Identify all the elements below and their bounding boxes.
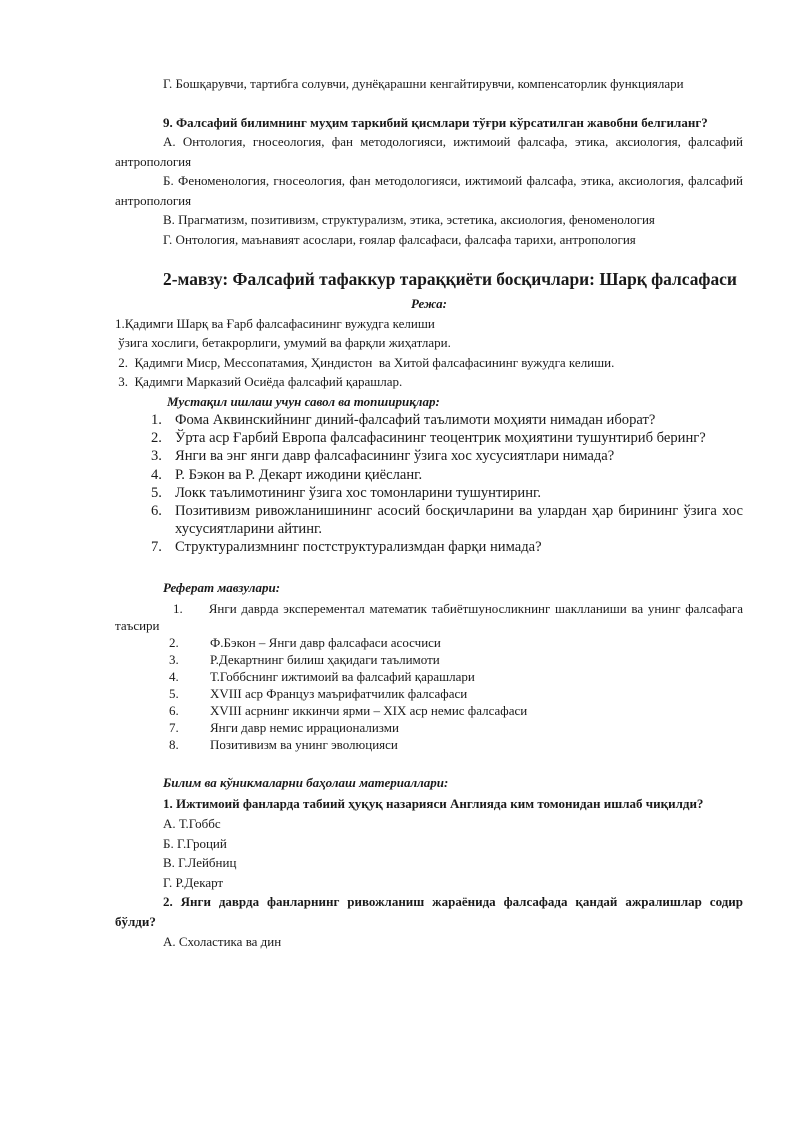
referat-item-first xyxy=(115,600,743,634)
list-item-text: Позитивизм ва унинг эволюцияси xyxy=(210,737,398,753)
list-number: 6. xyxy=(151,503,162,520)
list-number: 2. xyxy=(151,430,162,447)
list-number: 5. xyxy=(151,484,162,501)
list-item-text: Фома Аквинскийнинг диний-фалсафий таълимоти моҳияти нимадан иборат? xyxy=(175,412,656,428)
list-item-text: Янги давр немис иррационализми xyxy=(210,720,399,736)
plan-item: 2. Қадимги Миср, Мессопатамия, Ҳиндистон ва Хитой фалсафасининг вужудга келиши. xyxy=(115,354,615,370)
assessment-q2-option-a: А. Схоластика ва дин xyxy=(163,934,282,950)
referat-heading: Реферат мавзулари: xyxy=(163,579,281,595)
list-number: 3. xyxy=(151,448,162,465)
list-number: 7. xyxy=(151,539,162,556)
list-number: 3. xyxy=(169,652,179,668)
plan-item: 3. Қадимги Марказий Осиёда фалсафий қарашлар. xyxy=(115,374,403,389)
list-item-text: Янги даврда эксперементал математик табиётшуносликнинг шаклланиши ва унинг фалсафага таъсири xyxy=(115,601,743,634)
list-item-text: XVIII аср Француз маърифатчилик фалсафаси xyxy=(210,686,468,702)
list-item xyxy=(115,719,743,736)
assessment-q1-option-a: А. Т.Гоббс xyxy=(163,816,221,832)
list-item-text: XVIII асрнинг иккинчи ярми – XIX аср немис фалсафаси xyxy=(210,703,528,719)
list-item xyxy=(115,484,743,502)
question-9-option-a: А. Онтология, гносеология, фан методологияси, ижтимоий фалсафа, этика, аксиология, фалсафий антропология xyxy=(115,134,743,169)
plan-item: ўзига хослиги, бетакрорлиги, умумий ва фарқли жиҳатлари. xyxy=(115,335,451,350)
referat-list xyxy=(115,634,743,753)
list-item-text: Р. Бэкон ва Р. Декарт ижодини қиёсланг. xyxy=(175,466,423,483)
list-item xyxy=(115,668,743,685)
list-item-text: Ф.Бэкон – Янги давр фалсафаси асосчиси xyxy=(210,635,441,651)
assessment-heading: Билим ва кўникмаларни баҳолаш материаллари: xyxy=(163,775,449,791)
list-item xyxy=(115,411,743,429)
list-item xyxy=(115,651,743,668)
option-g-text: Г. Бошқарувчи, тартибга солувчи, дунёқарашни кенгайтирувчи, компенсаторлик функциялари xyxy=(163,76,684,91)
assessment-q1-option-g: Г. Р.Декарт xyxy=(163,874,224,890)
topic-title: 2-мавзу: Фалсафий тафаккур тараққиёти босқичлари: Шарқ фалсафаси xyxy=(163,269,737,289)
list-item xyxy=(115,447,743,465)
question-9-option-b: Б. Феноменология, гносеология, фан методологияси, ижтимоий фалсафа, этика, аксиология, фалсафий антропология xyxy=(115,173,743,208)
list-item-text: Позитивизм ривожланишининг асосий босқичларини ва улардан ҳар бирининг ўзига хос хусусиятларини айтинг. xyxy=(175,503,743,538)
document-page xyxy=(115,0,743,952)
list-item-text: Структурализмнинг постструктурализмдан фарқи нимада? xyxy=(175,539,542,556)
list-item xyxy=(115,685,743,702)
tasks-heading: Мустақил ишлаш учун савол ва топшириқлар: xyxy=(167,393,440,409)
plan-list xyxy=(115,314,743,392)
list-item-text: Локк таълимотининг ўзига хос томонларини тушунтиринг. xyxy=(175,484,542,501)
list-item-text: Р.Декартнинг билиш ҳақидаги таълимоти xyxy=(210,652,440,668)
list-number: 2. xyxy=(169,635,179,651)
list-number: 4. xyxy=(169,669,179,685)
list-item-text: Т.Гоббснинг ижтимоий ва фалсафий қарашлари xyxy=(210,669,475,685)
question-9-option-v: В. Прагматизм, позитивизм, структурализм, этика, эстетика, аксиология, феноменология xyxy=(163,212,655,227)
question-9-option-g: Г. Онтология, маънавият асослари, ғоялар фалсафаси, фалсафа тарихи, антропология xyxy=(163,231,636,247)
question-9-text: 9. Фалсафий билимнинг муҳим таркибий қисмлари тўғри кўрсатилган жавобни белгиланг? xyxy=(163,114,708,130)
list-number: 6. xyxy=(169,703,179,719)
list-item xyxy=(115,429,743,447)
list-item-text: Ўрта аср Ғарбий Европа фалсафасининг теоцентрик моҳиятини тушунтириб беринг? xyxy=(175,430,706,447)
plan-item: 1.Қадимги Шарқ ва Ғарб фалсафасининг вужудга келиши xyxy=(115,315,435,331)
list-item xyxy=(115,466,743,484)
list-number: 1. xyxy=(151,412,162,428)
assessment-q1-option-b: Б. Г.Гроций xyxy=(163,835,227,851)
plan-heading: Режа: xyxy=(411,296,447,311)
list-number: 1. xyxy=(173,601,183,617)
assessment-question-1: 1. Ижтимоий фанларда табиий ҳуқуқ назарияси Англияда ким томонидан ишлаб чиқилди? xyxy=(163,795,704,811)
list-number: 4. xyxy=(151,466,162,483)
list-item xyxy=(115,736,743,753)
list-item xyxy=(115,502,743,538)
tasks-list xyxy=(115,411,743,557)
list-item-text: Янги ва энг янги давр фалсафасининг ўзига хос хусусиятлари нимада? xyxy=(175,448,615,465)
list-item xyxy=(115,702,743,719)
list-number: 8. xyxy=(169,737,179,753)
assessment-question-2: 2. Янги даврда фанларнинг ривожланиш жараёнида фалсафада қандай ажралишлар содир бўлди? xyxy=(115,894,743,929)
list-number: 5. xyxy=(169,686,179,702)
assessment-q1-option-v: В. Г.Лейбниц xyxy=(163,855,237,871)
list-item xyxy=(115,634,743,651)
list-item xyxy=(115,538,743,556)
list-number: 7. xyxy=(169,720,179,736)
